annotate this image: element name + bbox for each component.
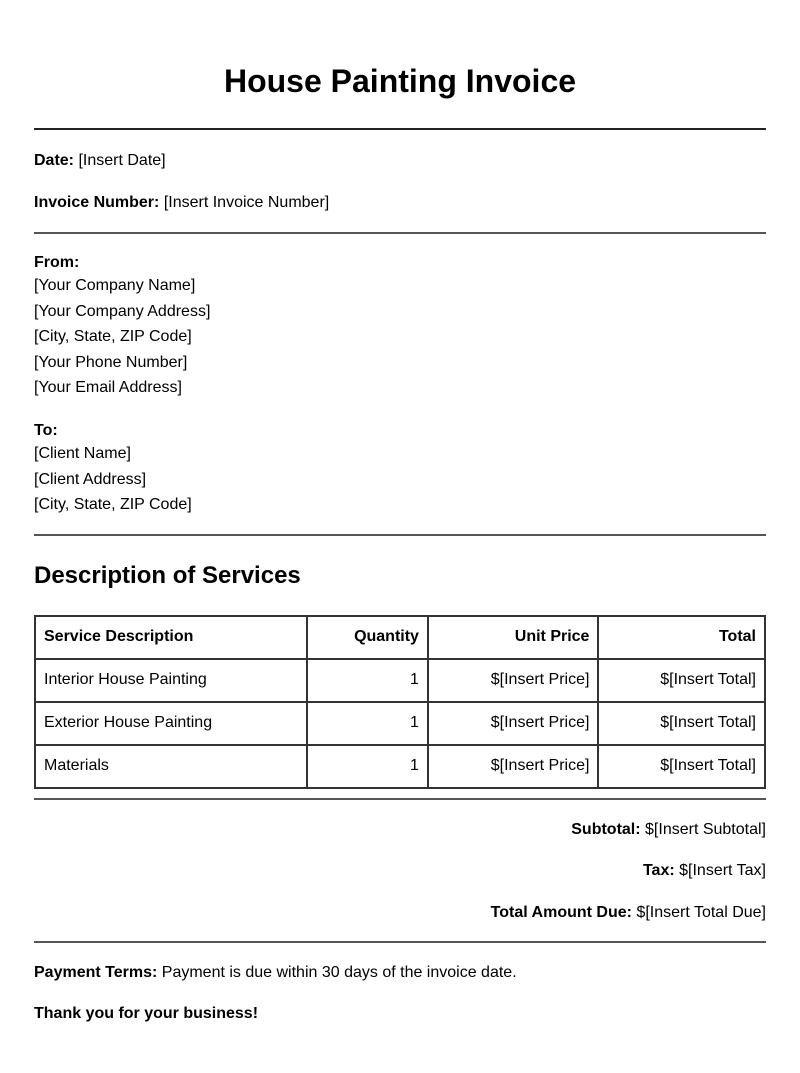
from-company-name: [Your Company Name] [34,277,196,294]
to-client-address: [Client Address] [34,470,147,488]
quantity-cell: 1 [307,745,428,788]
tax-label: Tax: [642,861,675,879]
date-line [34,151,766,171]
unit-price-cell: $[Insert Price] [428,702,599,745]
payment-terms-label: Payment Terms: [34,963,158,981]
unit-price-cell: $[Insert Price] [428,745,599,788]
subtotal-value: $[Insert Subtotal] [645,820,766,838]
subtotal-line [34,820,766,840]
total-cell: $[Insert Total] [598,702,765,745]
service-description-cell: Materials [35,745,307,788]
invoice-number-label: Invoice Number: [34,194,160,211]
service-description-cell: Interior House Painting [35,659,307,702]
from-company-address: [Your Company Address] [34,302,211,320]
total-cell: $[Insert Total] [598,745,765,788]
column-header-total: Total [598,616,765,659]
service-description-cell: Exterior House Painting [35,702,307,745]
total-due-label: Total Amount Due: [490,903,632,921]
total-cell: $[Insert Total] [598,659,765,702]
unit-price-cell: $[Insert Price] [428,659,599,702]
from-phone: [Your Phone Number] [34,353,188,371]
from-city-state-zip: [City, State, ZIP Code] [34,328,192,346]
to-block [34,421,766,518]
table-row [35,659,765,702]
payment-terms-value: Payment is due within 30 days of the invoice date. [161,963,517,981]
to-label: To: [34,421,58,439]
subtotal-label: Subtotal: [571,820,641,838]
thank-you-note: Thank you for your business! [34,1004,259,1022]
table-row [35,745,765,788]
from-block [34,253,766,401]
from-email: [Your Email Address] [34,379,182,397]
total-due-line [34,903,766,923]
table-row [35,702,765,745]
summary-divider [34,941,766,943]
column-header-unit-price: Unit Price [428,616,599,659]
payment-terms-line [34,963,766,983]
total-due-value: $[Insert Total Due] [636,903,766,921]
table-header-row [35,616,765,659]
column-header-quantity: Quantity [307,616,428,659]
tax-value: $[Insert Tax] [679,861,766,879]
invoice-number-value: [Insert Invoice Number] [163,194,330,211]
services-table [34,615,766,789]
quantity-cell: 1 [307,659,428,702]
to-city-state-zip: [City, State, ZIP Code] [34,496,192,514]
tax-line [34,861,766,881]
from-label: From: [34,254,80,271]
services-heading: Description of Services [34,561,301,589]
invoice-title: House Painting Invoice [223,63,577,99]
date-value: [Insert Date] [78,152,166,169]
address-divider [34,534,766,536]
invoice-number-line [34,193,766,213]
quantity-cell: 1 [307,702,428,745]
table-divider [34,798,766,800]
date-label: Date: [34,152,75,169]
title-divider [34,128,766,130]
to-client-name: [Client Name] [34,444,131,462]
meta-divider [34,232,766,234]
column-header-service: Service Description [35,616,307,659]
